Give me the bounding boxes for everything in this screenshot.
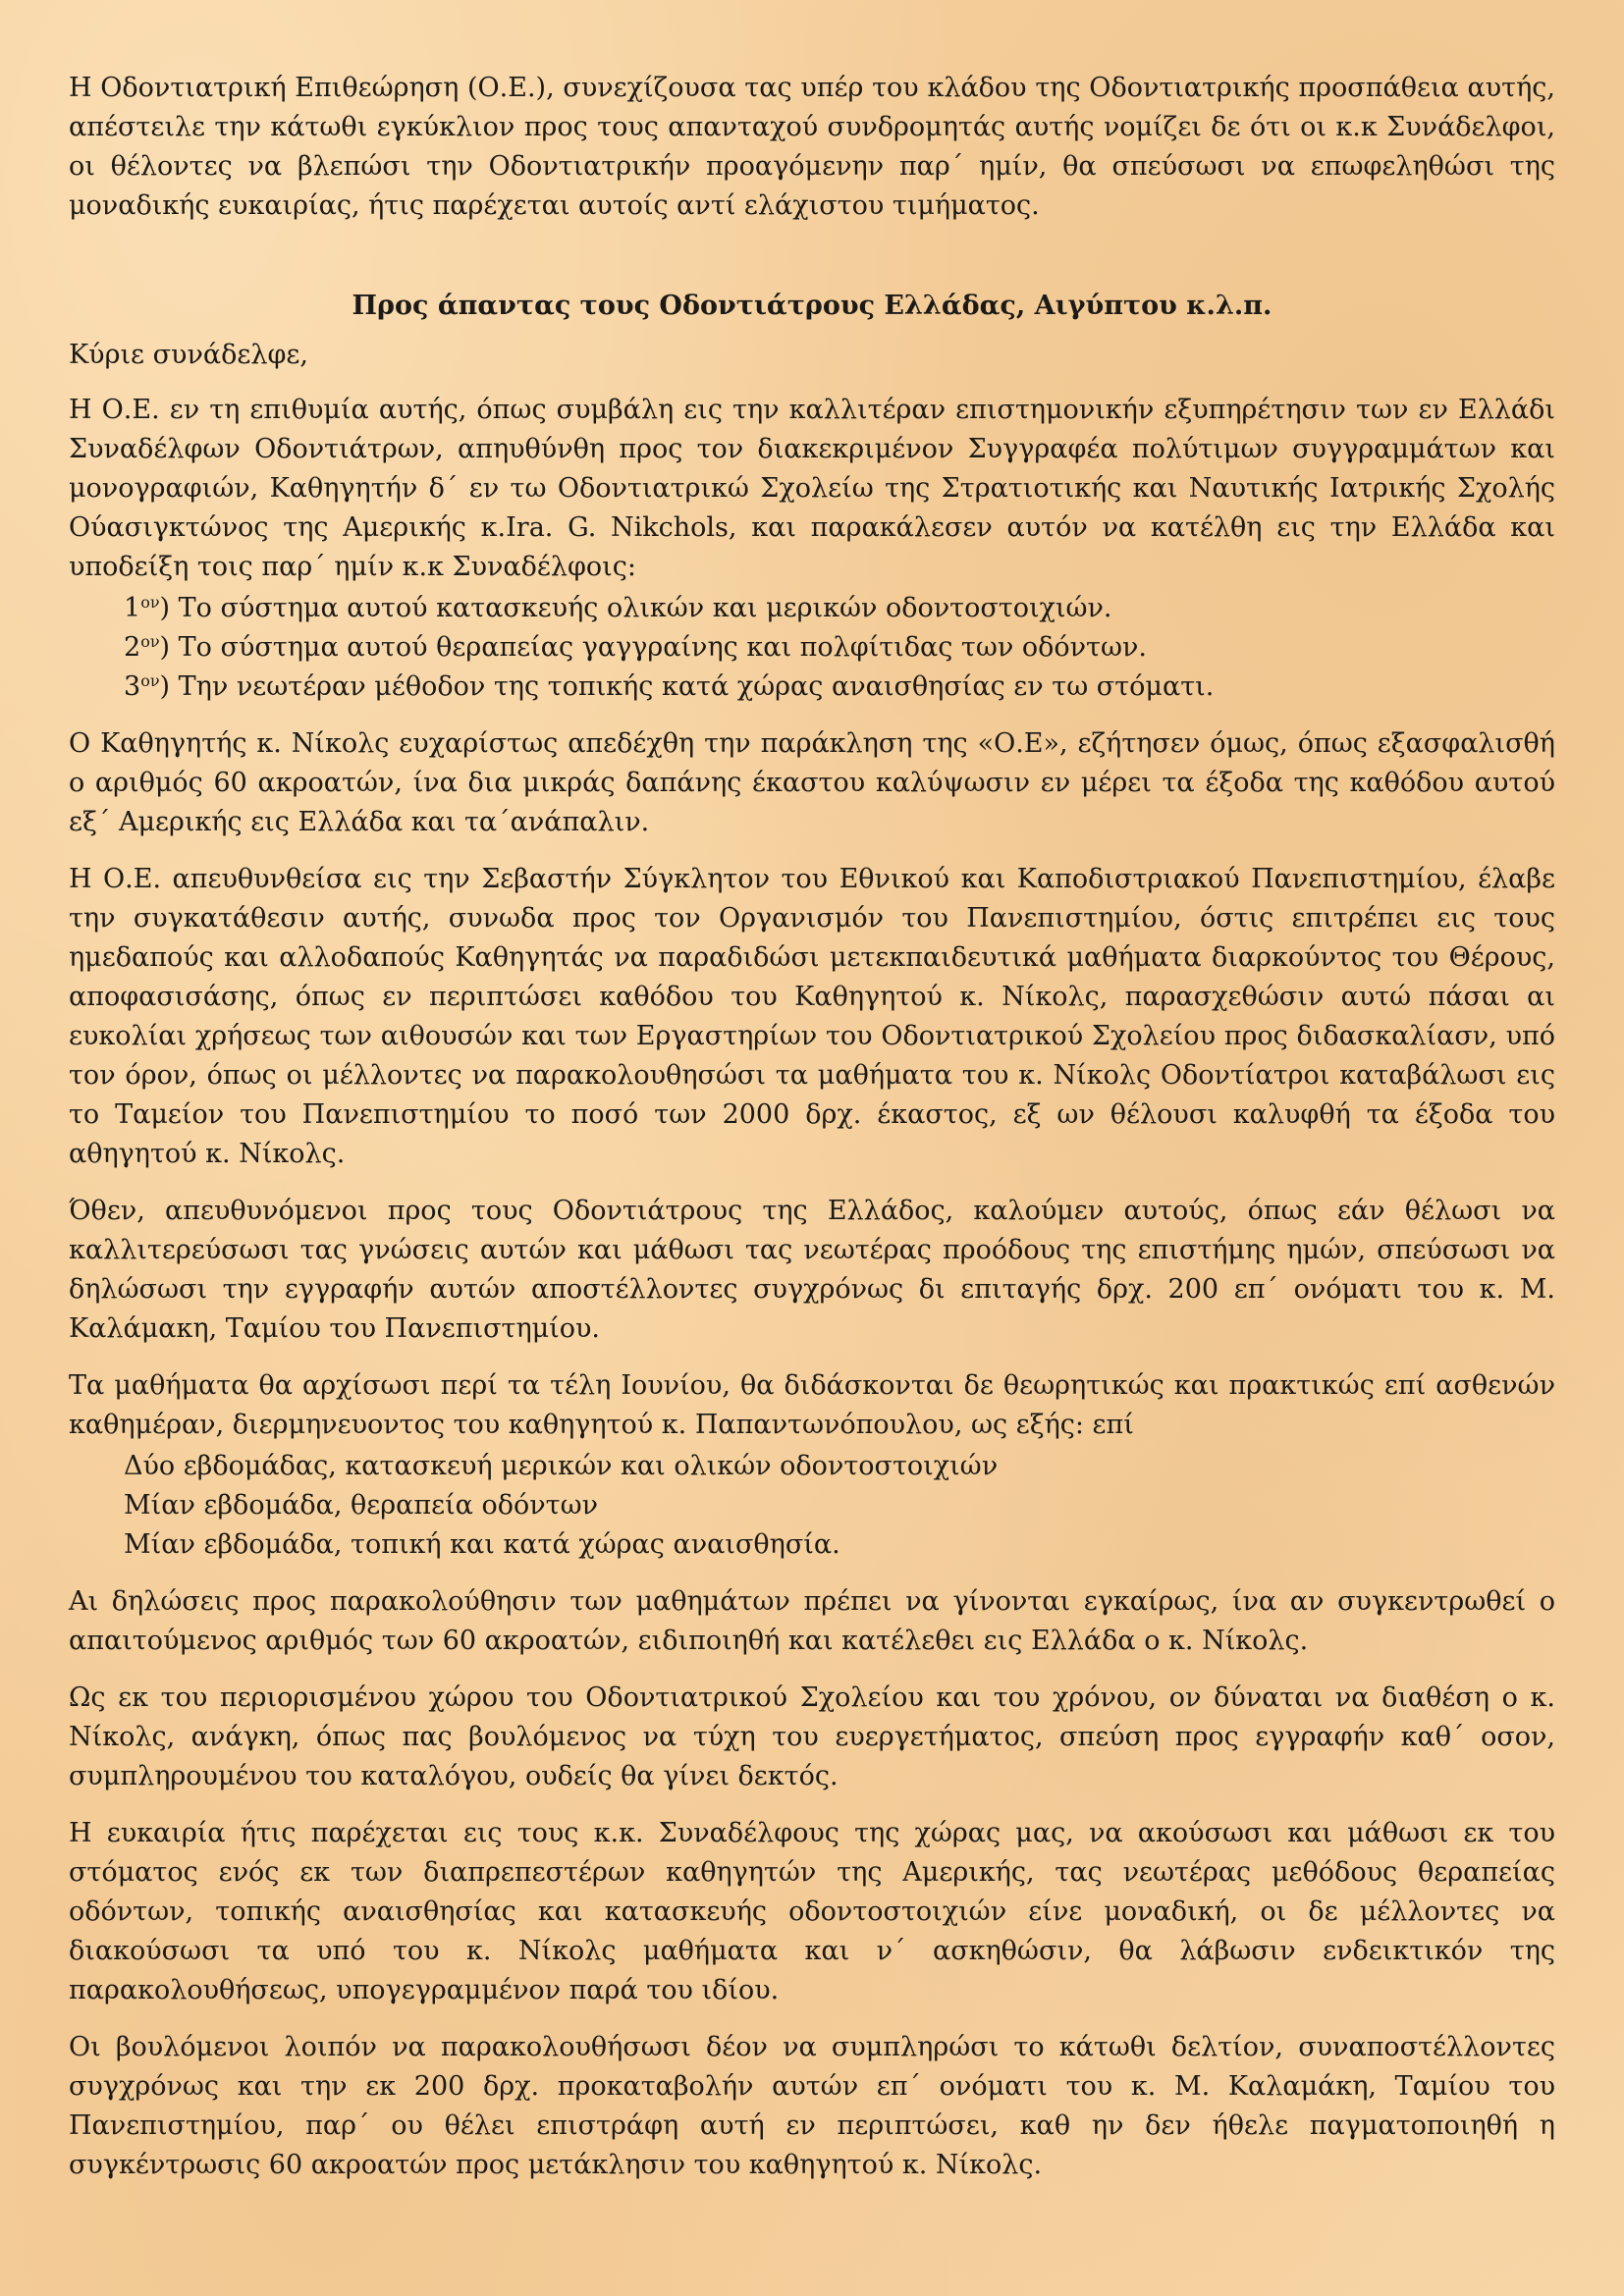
schedule-item: Μίαν εβδομάδα, θεραπεία οδόντων xyxy=(124,1490,599,1521)
list-item-text: ) Την νεωτέραν μέθοδον της τοπικής κατά χώρας αναισθησίας εν τω στόματι. xyxy=(159,671,1215,702)
body-paragraph-3: Η Ο.Ε. απευθυνθείσα εις την Σεβαστήν Σύγκλητον του Εθνικού και Καποδιστριακού Πανεπιστημίου, έλαβε την συγκατάθεσιν αυτής, συνωδα προς τον Οργανισμόν του Πανεπιστημίου, όστις επιτρέπει εις τους ημεδαπούς και αλλοδαπούς Καθηγητάς να παραδιδώσι μετεκπαιδευτικά μαθήματα διαρκούντος του Θέρους, αποφασισάσης, όπως εν περιπτώσει καθόδου του Καθηγητού κ. Νίκολς, παρασχεθώσιν αυτώ πάσαι αι ευκολίαι χρήσεως των αιθουσών και των Εργαστηρίων του Οδοντιατρικού Σχολείου προς διδασκαλίασν, υπό τον όρον, όπως οι μέλλοντες να παρακολουθησώσι τα μαθήματα του κ. Νίκολς Οδοντίατροι καταβάλωσι εις το Ταμείον του Πανεπιστημίου το ποσό των 2000 δρχ. έκαστος, εξ ων θέλουσι καλυφθή τα έξοδα του αθηγητού κ. Νίκολς. xyxy=(69,864,1555,1169)
list-item-superscript: ον xyxy=(140,593,160,612)
list-item xyxy=(124,628,1555,667)
list-item-number: 1 xyxy=(124,593,141,623)
body-paragraph-9: Οι βουλόμενοι λοιπόν να παρακολουθήσωσι δέον να συμπληρώσι το κάτωθι δελτίον, συναποστέλλοντες συγχρόνως και την εκ 200 δρχ. προκαταβολήν αυτών επ΄ ονόματι του κ. Μ. Καλαμάκη, Ταμίου του Πανεπιστημίου, παρ΄ ου θέλει επιστράφη αυτή εν περιπτώσει, καθ ην δεν ήθελε παγματοποιηθή η συγκέντρωσις 60 ακροατών προς μετάκλησιν του καθηγητού κ. Νίκολς. xyxy=(69,2032,1555,2180)
body-paragraph-4: Όθεν, απευθυνόμενοι προς τους Οδοντιάτρους της Ελλάδος, καλούμεν αυτούς, όπως εάν θέλωσι να καλλιτερεύσωσι τας γνώσεις αυτών και μάθωσι τας νεωτέρας προόδους της επιστήμης ημών, σπεύσωσι να δηλώσωσι την εγγραφήν αυτών αποστέλλοντες συγχρόνως δι επιταγής δρχ. 200 επ΄ ονόματι του κ. Μ. Καλάμακη, Ταμίου του Πανεπιστημίου. xyxy=(69,1196,1555,1344)
intro-paragraph: Η Οδοντιατρική Επιθεώρηση (Ο.Ε.), συνεχίζουσα τας υπέρ του κλάδου της Οδοντιατρικής προσπάθεια αυτής, απέστειλε την κάτωθι εγκύκλιον προς τους απανταχού συνδρομητάς αυτής νομίζει δε ότι οι κ.κ Συνάδελφοι, οι θέλοντες να βλεπώσι την Οδοντιατρικήν προαγόμενην παρ΄ ημίν, θα σπεύσωσι να επωφεληθώσι της μοναδικής ευκαιρίας, ήτις παρέχεται αυτοίς αντί ελάχιστου τιμήματος. xyxy=(69,73,1555,221)
list-item-text: ) Το σύστημα αυτού κατασκευής ολικών και μερικών οδοντοστοιχιών. xyxy=(159,593,1112,623)
document-heading: Προς άπαντας τους Οδοντιάτρους Ελλάδας, Αιγύπτου κ.λ.π. xyxy=(352,291,1272,321)
topics-list xyxy=(69,589,1555,707)
schedule-item: Μίαν εβδομάδα, τοπική και κατά χώρας αναισθησία. xyxy=(124,1529,840,1560)
body-paragraph-8: Η ευκαιρία ήτις παρέχεται εις τους κ.κ. Συναδέλφους της χώρας μας, να ακούσωσι και μάθωσι εκ του στόματος ενός εκ των διαπρεπεστέρων καθηγητών της Αμερικής, τας νεωτέρας μεθόδους θεραπείας οδόντων, τοπικής αναισθησίας και κατασκευής οδοντοστοιχιών είνε μοναδική, οι δε μέλλοντες να διακούσωσι τα υπό του κ. Νίκολς μαθήματα και ν΄ ασκηθώσιν, θα λάβωσιν ενδεικτικόν της παρακολουθήσεως, υπογεγραμμένον παρά του ιδίου. xyxy=(69,1818,1555,2005)
body-paragraph-2: Ο Καθηγητής κ. Νίκολς ευχαρίστως απεδέχθη την παράκληση της «Ο.Ε», εζήτησεν όμως, όπως εξασφαλισθή ο αριθμός 60 ακροατών, ίνα δια μικράς δαπάνης έκαστου καλύψωσιν εν μέρει τα έξοδα της καθόδου αυτού εξ΄ Αμερικής εις Ελλάδα και τα΄ανάπαλιν. xyxy=(69,728,1555,837)
list-item-number: 3 xyxy=(124,671,141,702)
schedule-item: Δύο εβδομάδας, κατασκευή μερικών και ολικών οδοντοστοιχιών xyxy=(124,1451,999,1481)
body-paragraph-7: Ως εκ του περιορισμένου χώρου του Οδοντιατρικού Σχολείου και του χρόνου, ον δύναται να διαθέση ο κ. Νίκολς, ανάγκη, όπως πας βουλόμενος να τύχη του ευεργετήματος, σπεύση προς εγγραφήν καθ΄ οσον, συμπληρουμένου του καταλόγου, ουδείς θα γίνει δεκτός. xyxy=(69,1682,1555,1791)
list-item-superscript: ον xyxy=(140,632,160,651)
list-item xyxy=(124,589,1555,628)
body-paragraph-6: Αι δηλώσεις προς παρακολούθησιν των μαθημάτων πρέπει να γίνονται εγκαίρως, ίνα αν συγκεντρωθεί ο απαιτούμενος αριθμός των 60 ακροατών, ειδιποιηθή και κατέλεθει εις Ελλάδα ο κ. Νίκολς. xyxy=(69,1586,1555,1656)
body-paragraph-5: Τα μαθήματα θα αρχίσωσι περί τα τέλη Ιουνίου, θα διδάσκονται δε θεωρητικώς και πρακτικώς επί ασθενών καθημέραν, διερμηνευοντος του καθηγητού κ. Παπαντωνόπουλου, ως εξής: επί xyxy=(69,1370,1555,1440)
list-item-text: ) Το σύστημα αυτού θεραπείας γαγγραίνης και πολφίτιδας των οδόντων. xyxy=(159,632,1148,663)
list-item xyxy=(124,667,1555,707)
salutation: Κύριε συνάδελφε, xyxy=(69,340,308,370)
list-item-superscript: ον xyxy=(140,671,160,690)
schedule-list xyxy=(69,1447,1555,1565)
document-page xyxy=(69,69,1555,2203)
list-item-number: 2 xyxy=(124,632,141,663)
body-paragraph-1: Η Ο.Ε. εν τη επιθυμία αυτής, όπως συμβάλη εις την καλλιτέραν επιστημονικήν εξυπηρέτησιν των εν Ελλάδι Συναδέλφων Οδοντιάτρων, απηυθύνθη προς τον διακεκριμένον Συγγραφέα πολύτιμων συγγραμμάτων και μονογραφιών, Καθηγητήν δ΄ εν τω Οδοντιατρικώ Σχολείω της Στρατιοτικής και Ναυτικής Ιατρικής Σχολής Ούασιγκτώνος της Αμερικής κ.Ira. G. Nikchols, και παρακάλεσεν αυτόν να κατέλθη εις την Ελλάδα και υποδείξη τοις παρ΄ ημίν κ.κ Συναδέλφοις: xyxy=(69,395,1555,582)
